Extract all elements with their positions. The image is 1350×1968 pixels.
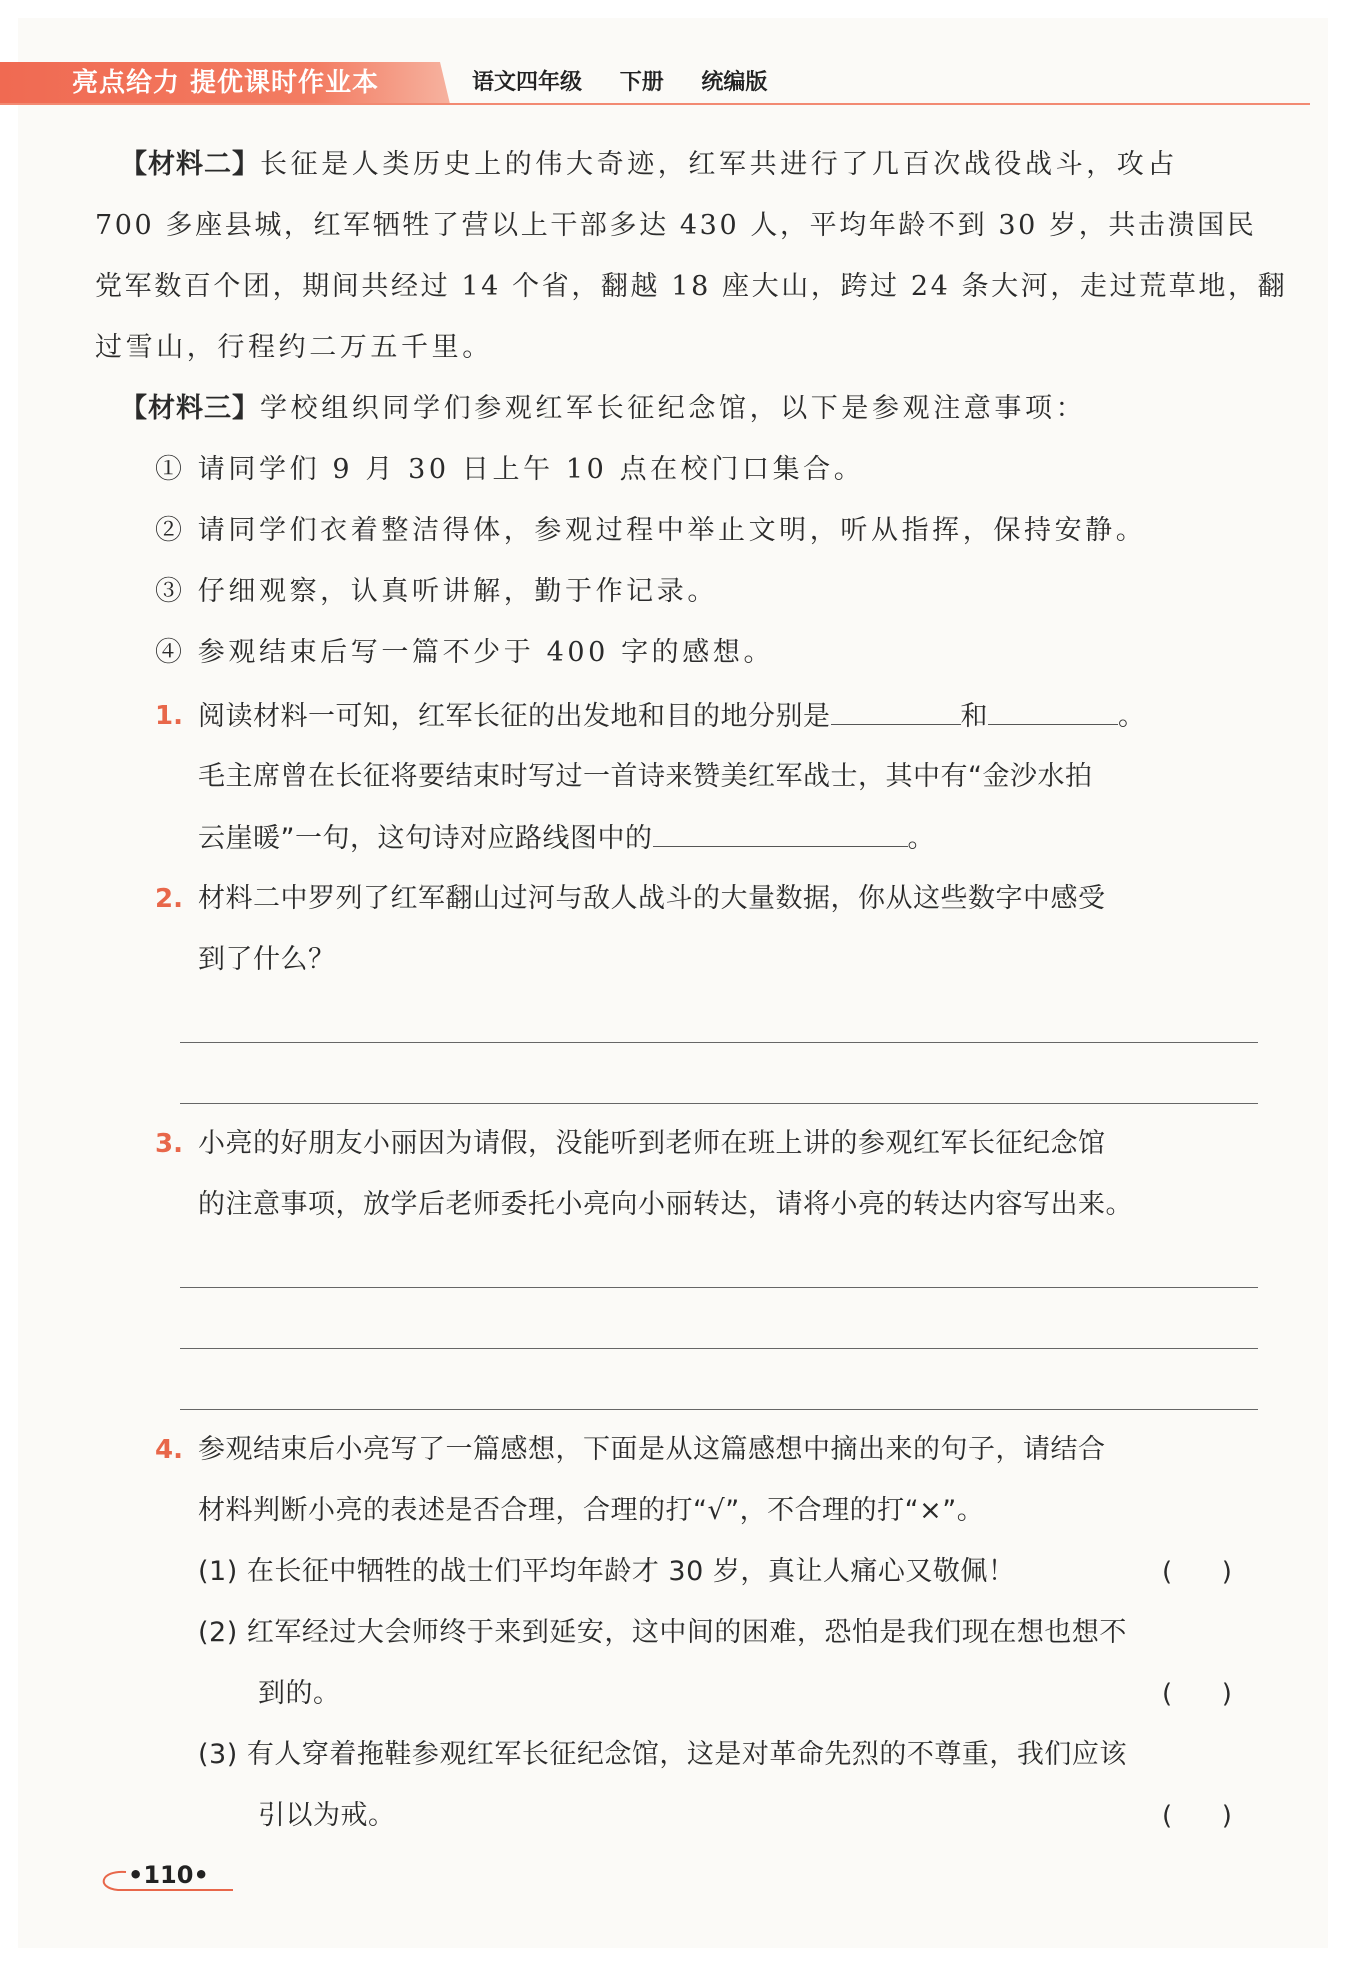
question-3-line-1: 小亮的好朋友小丽因为请假，没能听到老师在班上讲的参观红军长征纪念馆 xyxy=(198,1128,1106,1159)
answer-blank-route[interactable] xyxy=(653,818,908,847)
question-2-line-1: 材料二中罗列了红军翻山过河与敌人战斗的大量数据，你从这些数字中感受 xyxy=(198,883,1106,914)
material3-item-3: ③ 仔细观察，认真听讲解，勤于作记录。 xyxy=(155,576,718,607)
question-1-line-1: 阅读材料一可知，红军长征的出发地和目的地分别是 和 。 xyxy=(198,696,1146,736)
question-3-answer-line-2[interactable] xyxy=(180,1348,1258,1349)
material3-item-4: ④ 参观结束后写一篇不少于 400 字的感想。 xyxy=(155,637,775,668)
material2-line-2: 700 多座县城，红军牺牲了营以上干部多达 430 人，平均年龄不到 30 岁，共击溃国民 xyxy=(95,210,1257,241)
question-2-line-2: 到了什么？ xyxy=(198,944,336,975)
question-4-item-3-answer[interactable]: ( ) xyxy=(1162,1801,1232,1831)
header-brand: 亮点给力 提优课时作业本 xyxy=(72,68,380,98)
question-3-line-2: 的注意事项，放学后老师委托小亮向小丽转达，请将小亮的转达内容写出来。 xyxy=(198,1189,1133,1220)
question-1-line-3: 云崖暖”一句，这句诗对应路线图中的 。 xyxy=(198,818,935,858)
question-2-answer-line-2[interactable] xyxy=(180,1103,1258,1104)
material2-line-4: 过雪山，行程约二万五千里。 xyxy=(95,332,493,363)
answer-blank-destination[interactable] xyxy=(988,696,1118,725)
question-3-answer-line-1[interactable] xyxy=(180,1287,1258,1288)
header-subject: 语文四年级 xyxy=(472,70,583,95)
question-1-line-2: 毛主席曾在长征将要结束时写过一首诗来赞美红军战士，其中有“金沙水拍 xyxy=(198,761,1093,792)
material2-tag: 【材料二】 xyxy=(120,149,260,180)
question-3-number: 3. xyxy=(155,1129,183,1159)
question-1-number: 1. xyxy=(155,701,183,731)
material2-line-1: 【材料二】长征是人类历史上的伟大奇迹，红军共进行了几百次战役战斗，攻占 xyxy=(120,149,1178,180)
question-4-line-2: 材料判断小亮的表述是否合理，合理的打“√”，不合理的打“×”。 xyxy=(198,1495,985,1526)
header-info xyxy=(472,66,797,100)
question-4-item-2-answer[interactable]: ( ) xyxy=(1162,1679,1232,1709)
question-4-item-1: (1) 在长征中牺牲的战士们平均年龄才 30 岁，真让人痛心又敬佩！ xyxy=(198,1556,1016,1587)
question-2-answer-line-1[interactable] xyxy=(180,1042,1258,1043)
question-3-answer-line-3[interactable] xyxy=(180,1409,1258,1410)
page-number: •110• xyxy=(128,1861,209,1889)
material3-item-1: ① 请同学们 9 月 30 日上午 10 点在校门口集合。 xyxy=(155,454,865,485)
header-volume: 下册 xyxy=(619,70,664,95)
question-2-number: 2. xyxy=(155,884,183,914)
header-divider xyxy=(0,103,1310,105)
question-4-item-1-answer[interactable]: ( ) xyxy=(1162,1557,1232,1587)
workbook-page xyxy=(18,18,1328,1948)
header-edition: 统编版 xyxy=(701,70,768,95)
question-4-number: 4. xyxy=(155,1435,183,1465)
question-4-line-1: 参观结束后小亮写了一篇感想，下面是从这篇感想中摘出来的句子，请结合 xyxy=(198,1434,1106,1465)
answer-blank-origin[interactable] xyxy=(831,696,961,725)
question-4-item-2-line-1: (2) 红军经过大会师终于来到延安，这中间的困难，恐怕是我们现在想也想不 xyxy=(198,1617,1127,1648)
question-4-item-3-line-1: (3) 有人穿着拖鞋参观红军长征纪念馆，这是对革命先烈的不尊重，我们应该 xyxy=(198,1739,1127,1770)
question-4-item-3-line-2: 引以为戒。 xyxy=(258,1800,396,1831)
material3-tag: 【材料三】 xyxy=(120,393,260,424)
material3-intro: 【材料三】学校组织同学们参观红军长征纪念馆，以下是参观注意事项： xyxy=(120,393,1087,424)
material2-line-3: 党军数百个团，期间共经过 14 个省，翻越 18 座大山，跨过 24 条大河，走过荒草地，翻 xyxy=(95,271,1288,302)
question-4-item-2-line-2: 到的。 xyxy=(258,1678,341,1709)
material3-item-2: ② 请同学们衣着整洁得体，参观过程中举止文明，听从指挥，保持安静。 xyxy=(155,515,1147,546)
